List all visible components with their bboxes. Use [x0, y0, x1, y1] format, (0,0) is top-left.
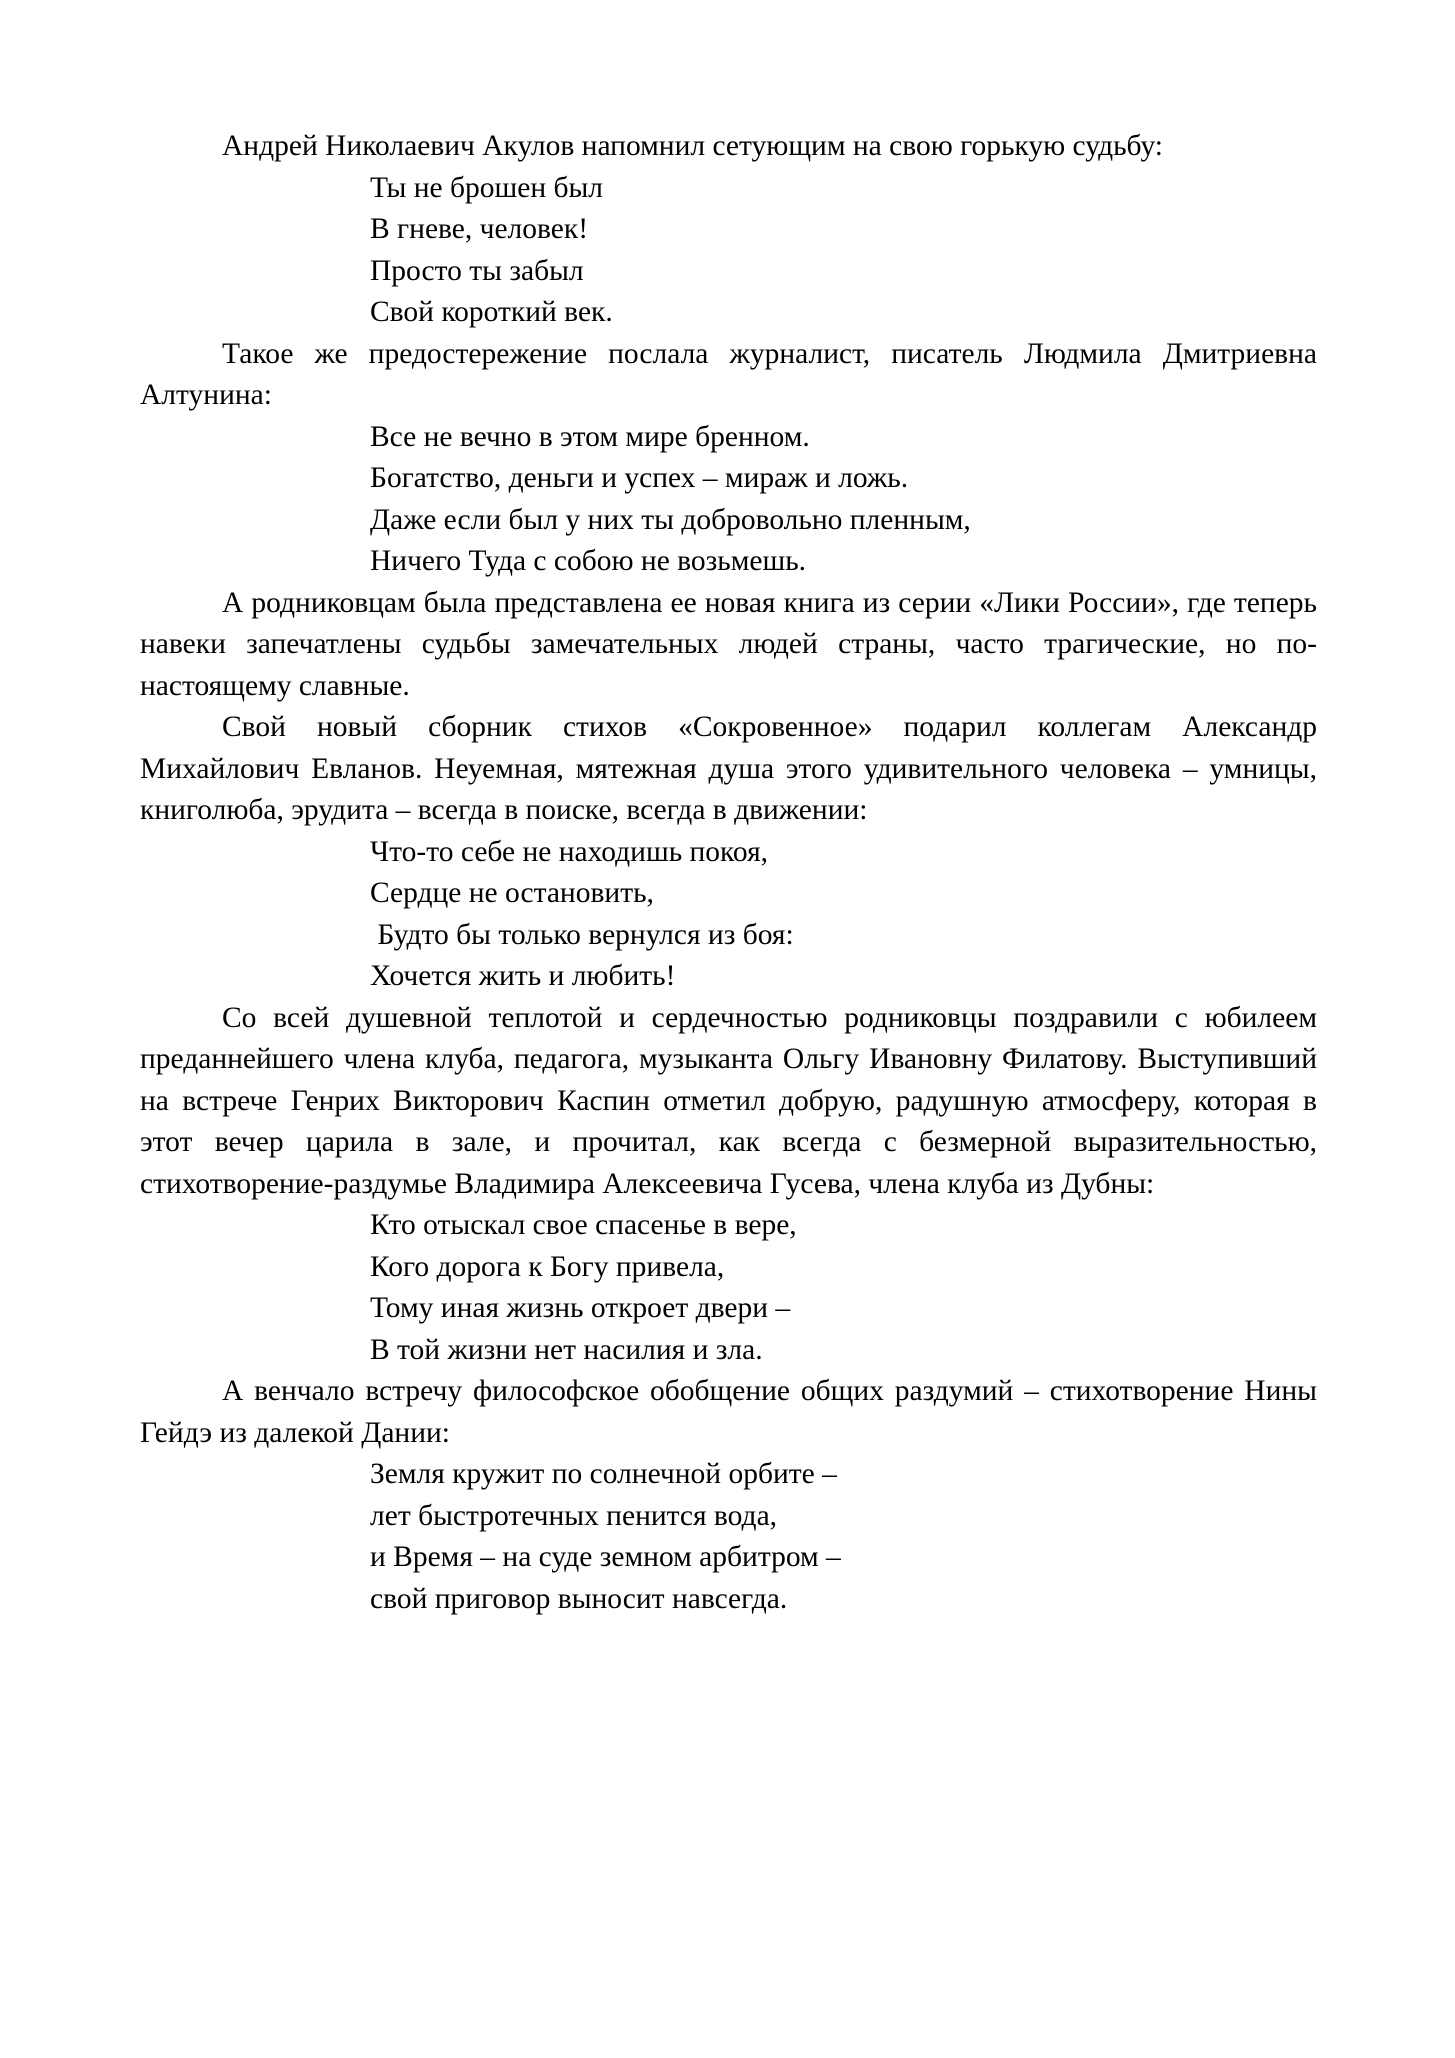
verse-line: Кто отыскал свое спасенье в вере,	[370, 1209, 797, 1241]
verse-line: Кого дорога к Богу привела,	[370, 1250, 725, 1283]
verse-line: Все не вечно в этом мире бренном.	[370, 420, 810, 453]
verse-line: Богатство, деньги и успех – мираж и ложь.	[370, 462, 909, 494]
verse-line: Ничего Туда с собою не возьмешь.	[370, 545, 807, 577]
paragraph-altunina: Такое же предостережение послала журналист, писатель Людмила Дмитриевна Алтунина:	[140, 337, 1317, 411]
verse-akulov	[140, 168, 1317, 334]
verse-line: Что-то себе не находишь покоя,	[370, 835, 769, 868]
verse-line: Земля кружит по солнечной орбите –	[370, 1458, 837, 1490]
verse-evlanov	[140, 832, 1317, 998]
verse-line: Даже если был у них ты добровольно пленным,	[370, 503, 971, 536]
paragraph-geide: А венчало встречу философское обобщение общих раздумий – стихотворение Нины Гейдэ из далекой Дании:	[140, 1375, 1317, 1449]
paragraph-liki-rossii: А родниковцам была представлена ее новая книга из серии «Лики России», где теперь навеки запечатлены судьбы замечательных людей страны, часто трагические, но по-настоящему славные.	[140, 586, 1317, 702]
paragraph-filatova-kaspin: Со всей душевной теплотой и сердечностью родниковцы поздравили с юбилеем преданнейшего члена клуба, педагога, музыканта Ольгу Ивановну Филатову. Выступивший на встрече Генрих Викторович Каспин отметил добрую, радушную атмосферу, которая в этот вечер царила в зале, и прочитал, как всегда с безмерной выразительностью, стихотворение-раздумье Владимира Алексеевича Гусева, члена клуба из Дубны:	[140, 1001, 1317, 1200]
verse-line: лет быстротечных пенится вода,	[370, 1499, 778, 1532]
verse-gusev	[140, 1205, 1317, 1371]
verse-line: В гневе, человек!	[370, 213, 589, 245]
verse-line: Просто ты забыл	[370, 254, 584, 287]
verse-line: Свой короткий век.	[370, 296, 613, 328]
paragraph-akulov: Андрей Николаевич Акулов напомнил сетующим на свою горькую судьбу:	[222, 130, 1164, 162]
verse-line: Ты не брошен был	[370, 171, 604, 204]
verse-line: и Время – на суде земном арбитром –	[370, 1541, 841, 1573]
paragraph-evlanov: Свой новый сборник стихов «Сокровенное» подарил коллегам Александр Михайлович Евланов. Неуемная, мятежная душа этого удивительного человека – умницы, книголюба, эрудита – всегда в поиске, всегда в движении:	[140, 711, 1317, 826]
verse-line: Тому иная жизнь откроет двери –	[370, 1292, 791, 1324]
verse-geide	[140, 1454, 1317, 1620]
verse-line: В той жизни нет насилия и зла.	[370, 1333, 763, 1366]
verse-line: Будто бы только вернулся из боя:	[370, 918, 794, 951]
verse-line: Хочется жить и любить!	[370, 960, 676, 992]
verse-altunina	[140, 417, 1317, 583]
document-body	[140, 126, 1317, 1620]
verse-line: Сердце не остановить,	[370, 877, 654, 909]
verse-line: свой приговор выносит навсегда.	[370, 1582, 788, 1615]
